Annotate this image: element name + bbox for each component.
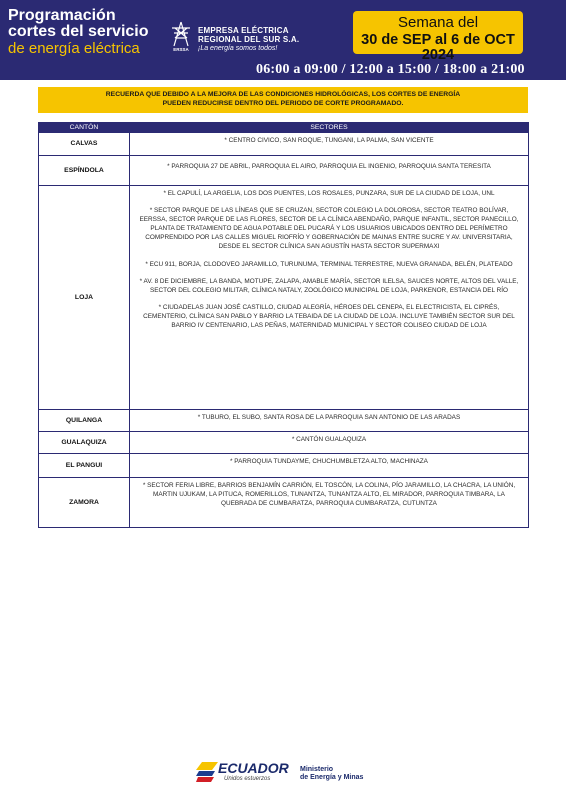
table-row	[39, 454, 529, 478]
sector-item: * PARROQUIA 27 DE ABRIL, PARROQUIA EL AIRO, PARROQUIA EL INGENIO, PARROQUIA SANTA TERESITA	[167, 163, 491, 170]
sector-item: * CENTRO CIVICO, SAN ROQUE, TUNGANI, LA PALMA, SAN VICENTE	[224, 137, 434, 144]
sector-item: * PARROQUIA TUNDAYME, CHUCHUMBLETZA ALTO, MACHINAZA	[230, 458, 428, 465]
column-header-canton: CANTÓN	[39, 123, 130, 133]
sector-item: * CIUDADELAS JUAN JOSÉ CASTILLO, CIUDAD ALEGRÍA, HÉROES DEL CENEPA, EL ELECTRICISTA, EL CIPRÉS, CEMENTERIO, CLÍNICA SAN PABLO Y BARRIO LA TEBAIDA DE LA CIUDAD DE LOJA. INCLUYE TAMBIÉN SECTOR SUR DEL BARRIO IV CENTENARIO, LAS PEÑAS, MATERNIDAD MUNICIPAL Y SECTOR COLISEO CIUDAD DE LOJA	[143, 303, 515, 330]
canton-cell: ZAMORA	[39, 478, 130, 528]
notice-line-1: RECUERDA QUE DEBIDO A LA MEJORA DE LAS CONDICIONES HIDROLÓGICAS, LOS CORTES DE ENERGÍA	[105, 91, 461, 98]
brand-wordmark: ECUADOR	[218, 760, 289, 776]
sectors-cell	[130, 156, 529, 186]
brand-tagline: Unidos estuerzos	[224, 776, 271, 782]
sector-item: * CANTÓN GUALAQUIZA	[291, 436, 367, 443]
canton-cell: QUILANGA	[39, 410, 130, 432]
ministry-line-1: Ministerio	[300, 766, 334, 773]
table-header-row	[39, 123, 529, 133]
sector-item: * TUBURO, EL SUBO, SANTA ROSA DE LA PARROQUIA SAN ANTONIO DE LAS ARADAS	[197, 414, 461, 421]
table-row	[39, 432, 529, 454]
company-line-1: EMPRESA ELÉCTRICA	[198, 26, 289, 35]
sectors-cell	[130, 410, 529, 432]
canton-cell: ESPÍNDOLA	[39, 156, 130, 186]
table-row	[39, 186, 529, 410]
canton-cell: LOJA	[39, 186, 130, 410]
sector-item: * EL CAPULÍ, LA ARGELIA, LOS DOS PUENTES, LOS ROSALES, PUNZARA, SUR DE LA CIUDAD DE LOJA, UNL	[163, 190, 495, 197]
title-line-3: de energía eléctrica	[8, 40, 140, 57]
company-name	[198, 26, 299, 53]
canton-cell: EL PANGUI	[39, 454, 130, 478]
page-title	[8, 8, 158, 56]
ecuador-flag-icon	[196, 762, 218, 782]
canton-cell: CALVAS	[39, 133, 130, 156]
outage-hours: 06:00 a 09:00 / 12:00 a 15:00 / 18:00 a 21:00	[256, 62, 525, 77]
sectors-cell	[130, 186, 529, 410]
canton-cell: GUALAQUIZA	[39, 432, 130, 454]
sector-item: * ECU 911, BORJA, CLODOVEO JARAMILLO, TURUNUMA, TERMINAL TERRESTRE, NUEVA GRANADA, BELÉN, PLATEADO	[145, 260, 513, 268]
notice-line-2: PUEDEN REDUCIRSE DENTRO DEL PERIODO DE CORTE PROGRAMADO.	[162, 100, 404, 108]
table-row	[39, 133, 529, 156]
transmission-tower-logo-icon	[168, 20, 194, 52]
ministry-line-2: de Energía y Minas	[300, 774, 364, 782]
ministry-name	[300, 766, 363, 782]
week-label: Semana del	[397, 14, 479, 31]
title-line-1: Programación	[8, 7, 116, 24]
table-row	[39, 478, 529, 528]
notice-banner	[38, 87, 528, 113]
week-dates: 30 de SEP al 6 de OCT 2024	[361, 32, 515, 63]
table-row	[39, 410, 529, 432]
column-header-sectores: SECTORES	[130, 123, 529, 133]
sectors-cell	[130, 454, 529, 478]
sectors-cell	[130, 133, 529, 156]
title-line-2: cortes del servicio	[8, 23, 149, 40]
sectors-cell	[130, 432, 529, 454]
table-row	[39, 156, 529, 186]
logo-text: ERSSA	[173, 47, 189, 52]
header-banner	[0, 0, 566, 80]
sector-item: * AV. 8 DE DICIEMBRE, LA BANDA, MOTUPE, ZALAPA, AMABLE MARÍA, SECTOR ILELSA, SAUCES NORTE, ALTOS DEL VALLE, SECTOR DEL COLEGIO MILITAR, CLÍNICA NATALY, ZOOLÓGICO MUNICIPAL DE LOJA, PARKENOR, ESTANCIA DEL RÍO	[139, 277, 519, 294]
company-line-2: REGIONAL DEL SUR S.A.	[198, 35, 300, 45]
sector-item: * SECTOR PARQUE DE LAS LÍNEAS QUE SE CRUZAN, SECTOR COLEGIO LA DOLOROSA, SECTOR TEATRO BOLÍVAR, EERSSA, SECTOR PARQUE DE LAS FLORES, SECTOR DE LA CLÍNICA ABENDAÑO, PARQUE INFANTIL, SECTOR PANECILLO, PLANTA DE TRATAMIENTO DE AGUA POTABLE DEL PUCARÁ Y LOS USUARIOS UBICADOS DENTRO DEL PERÍMETRO COMPRENDIDO POR LAS CALLES MIGUEL RIOFRÍO Y GOBERNACIÓN DE MAINAS ENTRE SUCRE Y AV. UNIVERSITARIA, DESDE EL SECTOR CLÍNICA SAN AGUSTÍN HASTA SECTOR SUPERMAXI	[139, 207, 519, 251]
sectors-cell	[130, 478, 529, 528]
sector-item: * SECTOR FERIA LIBRE, BARRIOS BENJAMÍN CARRIÓN, EL TOSCÓN, LA COLINA, PÍO JARAMILLO, LA CHACRA, LA UNIÓN, MARTIN UJUKAM, LA PITUCA, ROMERILLOS, TUNANTZA, TUNANTZA ALTO, EL MIRADOR, PARROQUIA TIMBARA, LA QUEBRADA DE CUMBARATZA, PARROQUIA CUMBARATZA, CUTUNTZA	[142, 482, 516, 508]
week-badge	[353, 11, 523, 63]
company-slogan: ¡La energía somos todos!	[198, 45, 278, 53]
sectors-table	[38, 122, 529, 528]
